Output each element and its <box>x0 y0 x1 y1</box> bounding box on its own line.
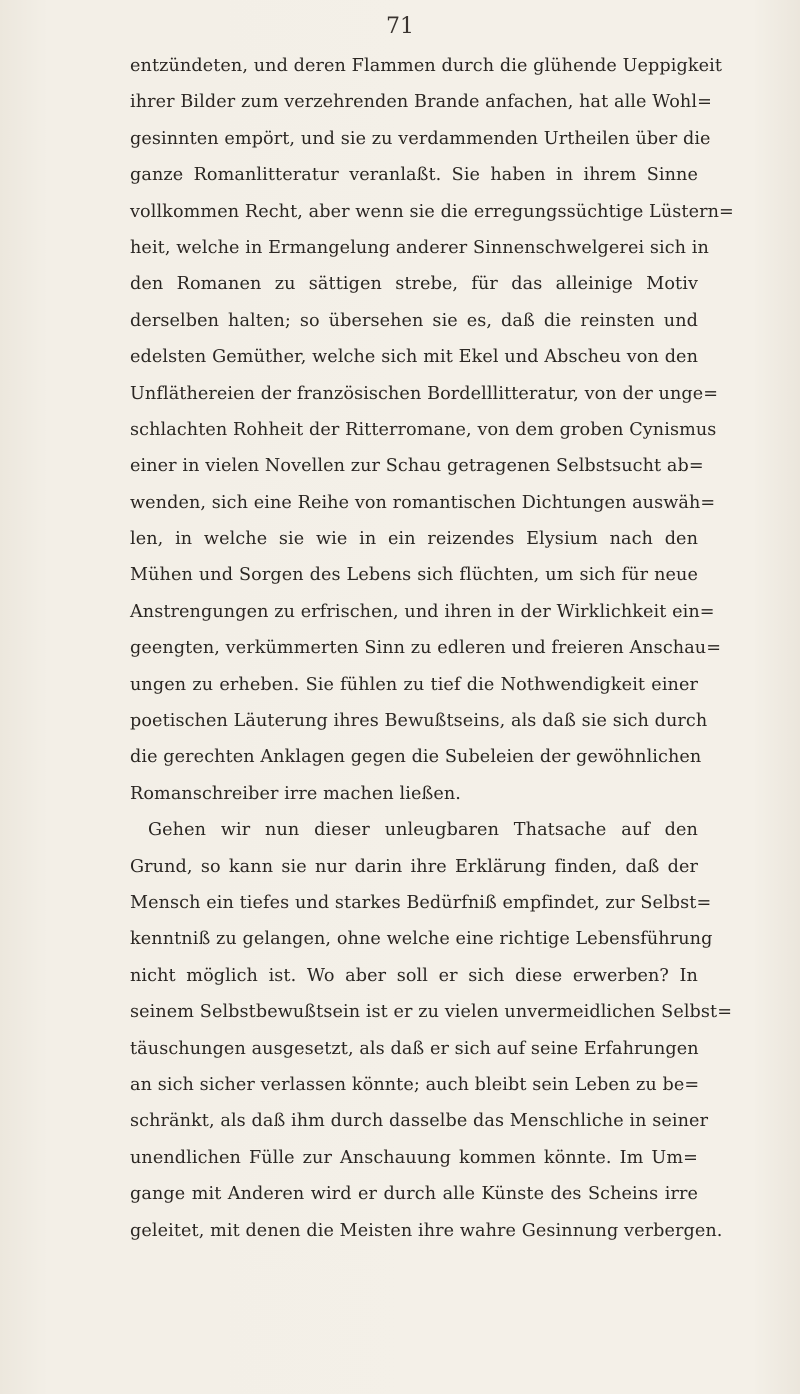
text-line: poetischen Läuterung ihres Bewußtseins, als daß sie sich durch <box>130 711 708 732</box>
text-line: kenntniß zu gelangen, ohne welche eine richtige Lebensführung <box>130 929 713 950</box>
text-line: Mensch ein tiefes und starkes Bedürfniß empfindet, zur Selbst= <box>130 892 712 913</box>
text-line: entzündeten, und deren Flammen durch die glühende Ueppigkeit <box>130 56 723 76</box>
text-line: wenden, sich eine Reihe von romantischen Dichtungen auswäh= <box>130 492 716 513</box>
text-line: unendlichen Fülle zur Anschauung kommen könnte. Im Um= <box>130 1147 698 1168</box>
text-line: edelsten Gemüther, welche sich mit Ekel und Abscheu von den <box>130 347 698 368</box>
text-line: nicht möglich ist. Wo aber soll er sich diese erwerben? In <box>130 965 698 986</box>
text-line: den Romanen zu sättigen strebe, für das alleinige Motiv <box>130 274 698 295</box>
paragraph-start-line: Gehen wir nun dieser unleugbaren Thatsache auf den <box>148 820 698 841</box>
text-line: an sich sicher verlassen könnte; auch bleibt sein Leben zu be= <box>130 1074 700 1095</box>
text-line: ganze Romanlitteratur veranlaßt. Sie haben in ihrem Sinne <box>130 165 698 186</box>
page-number: 71 <box>386 14 414 39</box>
text-line: Grund, so kann sie nur darin ihre Erklärung finden, daß der <box>130 856 698 877</box>
text-line: Unfläthereien der französischen Bordelllitteratur, von der unge= <box>130 383 719 404</box>
text-line: täuschungen ausgesetzt, als daß er sich auf seine Erfahrungen <box>130 1038 699 1059</box>
text-line: einer in vielen Novellen zur Schau getragenen Selbstsucht ab= <box>130 456 704 477</box>
text-line: heit, welche in Ermangelung anderer Sinnenschwelgerei sich in <box>130 237 709 258</box>
paragraph-end-line: geleitet, mit denen die Meisten ihre wahre Gesinnung verbergen. <box>130 1220 723 1241</box>
text-line: Mühen und Sorgen des Lebens sich flüchten, um sich für neue <box>130 565 698 586</box>
text-line: gange mit Anderen wird er durch alle Künste des Scheins irre <box>130 1184 698 1205</box>
text-line: ihrer Bilder zum verzehrenden Brande anfachen, hat alle Wohl= <box>130 92 712 113</box>
body-text <box>130 48 734 1249</box>
text-line: Anstrengungen zu erfrischen, und ihren in der Wirklichkeit ein= <box>130 601 715 622</box>
text-line: derselben halten; so übersehen sie es, daß die reinsten und <box>130 310 698 331</box>
text-line: len, in welche sie wie in ein reizendes Elysium nach den <box>130 529 698 550</box>
text-line: seinem Selbstbewußtsein ist er zu vielen unvermeidlichen Selbst= <box>130 1002 733 1023</box>
text-line: schlachten Rohheit der Ritterromane, von dem groben Cynismus <box>130 419 717 440</box>
text-line: ungen zu erheben. Sie fühlen zu tief die Nothwendigkeit einer <box>130 674 698 695</box>
text-line: geengten, verkümmerten Sinn zu edleren und freieren Anschau= <box>130 638 722 659</box>
text-line: die gerechten Anklagen gegen die Subeleien der gewöhnlichen <box>130 747 702 768</box>
text-line: schränkt, als daß ihm durch dasselbe das Menschliche in seiner <box>130 1111 709 1132</box>
paragraph-end-line: Romanschreiber irre machen ließen. <box>130 783 461 804</box>
text-line: vollkommen Recht, aber wenn sie die erregungssüchtige Lüstern= <box>130 201 734 222</box>
text-line: gesinnten empört, und sie zu verdammenden Urtheilen über die <box>130 128 711 149</box>
